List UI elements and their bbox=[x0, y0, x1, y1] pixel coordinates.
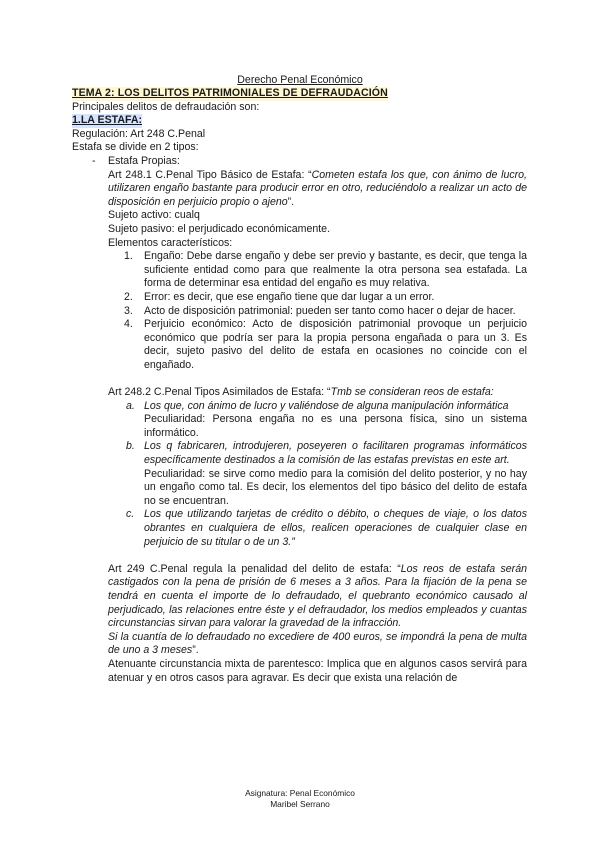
art-248-2-paragraph bbox=[72, 386, 527, 400]
divide-text: Estafa se divide en 2 tipos: bbox=[72, 141, 199, 154]
elementos-list bbox=[72, 250, 527, 372]
sujeto-pasivo: Sujeto pasivo: el perjudicado económicamente. bbox=[108, 222, 331, 235]
list-item-number: 1. bbox=[124, 250, 133, 263]
estafa-propias-bullet bbox=[72, 155, 527, 169]
atenuante-paragraph: Atenuante circunstancia mixta de parentesco: Implica que en algunos casos servirá para atenuar y en otros casos para agravar. Es decir que exista una relación de bbox=[108, 657, 527, 684]
art-248-1-quote: Cometen estafa los que, con ánimo de lucro, utilizaren engaño bastante para producir error en otro, reduciéndolo a realizar un acto de disposición en perjuicio propio o ajeno bbox=[108, 168, 527, 208]
art-249-quote-2-paragraph bbox=[72, 631, 527, 658]
list-item-text: Error: es decir, que ese engaño tiene que dar lugar a un error. bbox=[144, 290, 435, 303]
list-item bbox=[72, 250, 527, 291]
list-item-letter: a. bbox=[126, 399, 135, 412]
art-248-1-prefix: Art 248.1 C.Penal Tipo Básico de Estafa: “ bbox=[108, 168, 312, 181]
list-item-text: Engaño: Debe darse engaño y debe ser previo y bastante, es decir, que tenga la suficiente entidad como para que realmente la otra persona sea estafada. La forma de determinar esa entidad del engaño es muy relativa. bbox=[144, 250, 527, 290]
sujeto-activo: Sujeto activo: cualq bbox=[108, 209, 200, 222]
list-item-number: 3. bbox=[124, 304, 133, 317]
art-248-1-paragraph bbox=[72, 169, 527, 210]
asimilado-item-c bbox=[72, 508, 527, 549]
peculiaridad-note: Peculiaridad: Persona engaña no es una persona física, sino un sistema informático. bbox=[144, 413, 527, 439]
document-body bbox=[72, 87, 527, 685]
art-248-2-quote: Tmb se consideran reos de estafa: bbox=[330, 386, 494, 399]
list-item bbox=[72, 318, 527, 372]
list-item-letter: c. bbox=[126, 508, 135, 521]
page-footer bbox=[0, 788, 600, 810]
art-249-quote-2-suffix: ”. bbox=[192, 644, 199, 657]
elementos-heading: Elementos característicos: bbox=[108, 236, 233, 249]
asimilado-item-a bbox=[72, 400, 527, 441]
peculiaridad-note: Peculiaridad: se sirve como medio para la comisión del delito posterior, y no hay un engaño como tal. Es decir, los elementos del tipo básico del delito de estafa no se encuentran. bbox=[144, 467, 527, 507]
art-248-2-prefix: Art 248.2 C.Penal Tipos Asimilados de Estafa: “ bbox=[108, 386, 331, 399]
list-item-text: Acto de disposición patrimonial: pueden ser tanto como hacer o dejar de hacer. bbox=[144, 304, 516, 317]
list-item bbox=[72, 291, 527, 305]
footer-author: Maribel Serrano bbox=[270, 799, 330, 809]
list-item-number: 4. bbox=[124, 318, 133, 331]
asimilado-item-b bbox=[72, 440, 527, 508]
list-item-text: Perjuicio económico: Acto de disposición patrimonial provoque un perjuicio económico que podría ser para la propia persona engañada o para un 3. Es decir, sujeto pasivo del delito de estafa en ocasiones no coincide con el engañado. bbox=[144, 318, 527, 371]
art-249-quote-2: Si la cuantía de lo defraudado no excediere de 400 euros, se impondrá la pena de multa de uno a 3 meses bbox=[108, 630, 527, 657]
asimilado-text: Los que utilizando tarjetas de crédito o débito, o cheques de viaje, o los datos obrantes en cualquiera de ellos, realicen operaciones de cualquier clase en perjuicio de su titular o de un 3.” bbox=[144, 508, 527, 548]
art-249-paragraph bbox=[72, 563, 527, 631]
intro-text: Principales delitos de defraudación son: bbox=[72, 100, 260, 113]
estafa-propias-label: Estafa Propias: bbox=[108, 154, 180, 167]
asimilado-text: Los que, con ánimo de lucro y valiéndose de alguna manipulación informática bbox=[144, 399, 509, 412]
list-item-letter: b. bbox=[126, 440, 135, 453]
asimilado-text: Los q fabricaren, introdujeren, poseyeren o facilitaren programas informáticos específicamente destinados a la comisión de las estafas previstas en este art. bbox=[144, 440, 527, 467]
art-248-1-suffix: ”. bbox=[287, 195, 295, 208]
topic-title: TEMA 2: LOS DELITOS PATRIMONIALES DE DEFRAUDACIÓN bbox=[72, 87, 388, 99]
art-249-prefix: Art 249 C.Penal regula la penalidad del delito de estafa: “ bbox=[108, 562, 401, 575]
document-header-title: Derecho Penal Económico bbox=[237, 74, 363, 86]
regulacion-text: Regulación: Art 248 C.Penal bbox=[72, 127, 206, 140]
footer-subject: Asignatura: Penal Económico bbox=[245, 788, 355, 798]
section-title: 1.LA ESTAFA: bbox=[72, 114, 143, 127]
art-249-quote: Los reos de estafa serán castigados con la pena de prisión de 6 meses a 3 años. Para la fijación de la pena se tendrá en cuenta el importe de lo defraudado, el quebranto económico causado al perjudicado, las relaciones entre éste y el defraudador, los medios empleados y cuantas circunstancias sirvan para valorar la gravedad de la infracción. bbox=[108, 562, 527, 630]
bullet-dash: - bbox=[92, 154, 96, 167]
list-item bbox=[72, 305, 527, 319]
list-item-number: 2. bbox=[124, 290, 133, 303]
